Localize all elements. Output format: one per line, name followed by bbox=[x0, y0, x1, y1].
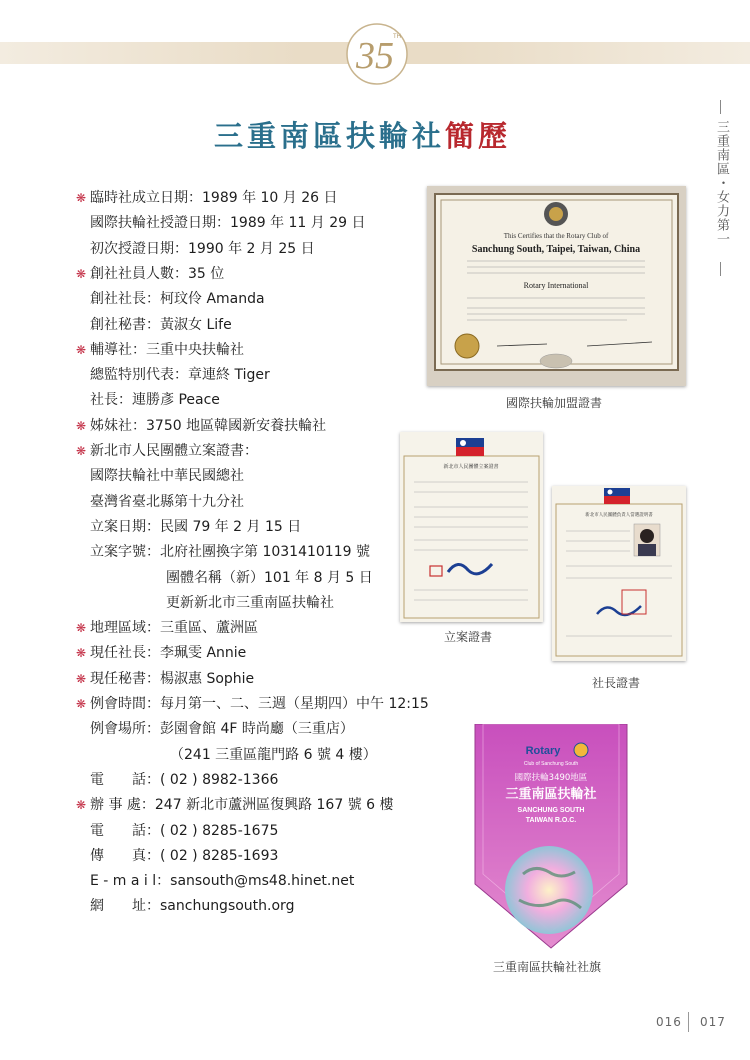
rotary-certificate-caption: 國際扶輪加盟證書 bbox=[506, 396, 603, 410]
info-row bbox=[74, 692, 474, 717]
flower-bullet-icon: ❋ bbox=[75, 671, 87, 686]
info-row bbox=[74, 768, 474, 793]
info-row-text: 現任社長：李珮雯 Annie bbox=[90, 645, 247, 662]
registration-certificate-caption: 立案證書 bbox=[444, 630, 493, 644]
page-number-left: 016 bbox=[656, 1015, 682, 1029]
info-row-text: 姊妹社：3750 地區韓國新安養扶輪社 bbox=[90, 417, 327, 434]
info-row-text: 傳 真：( 02 ) 8285-1693 bbox=[90, 847, 279, 864]
info-row bbox=[74, 211, 474, 236]
flower-bullet-icon: ❋ bbox=[75, 342, 87, 357]
president-certificate-photo bbox=[552, 486, 686, 661]
club-banner-flag bbox=[473, 724, 629, 950]
president-certificate bbox=[552, 486, 686, 661]
side-rule-top bbox=[720, 100, 721, 114]
info-row-text: 社長：連勝彥 Peace bbox=[90, 392, 220, 409]
flower-bullet-icon: ❋ bbox=[75, 444, 87, 458]
info-row-text: （241 三重區龍門路 6 號 4 樓） bbox=[170, 746, 377, 763]
registration-certificate bbox=[400, 432, 543, 622]
svg-text:三重南區扶輪社: 三重南區扶輪社 bbox=[505, 787, 597, 802]
info-row-text: 例會場所：彭園會館 4F 時尚廳（三重店） bbox=[90, 721, 354, 738]
info-row bbox=[74, 262, 474, 287]
svg-text:TH: TH bbox=[393, 34, 401, 40]
president-certificate-caption: 社長證書 bbox=[592, 676, 641, 690]
info-row-text: 地理區域：三重區、蘆洲區 bbox=[90, 620, 258, 637]
info-row bbox=[74, 667, 474, 692]
info-row bbox=[74, 894, 474, 919]
info-row-text: 更新新北市三重南區扶輪社 bbox=[166, 594, 334, 611]
flower-bullet-icon: ❋ bbox=[75, 191, 87, 205]
info-row bbox=[74, 717, 474, 742]
info-row bbox=[74, 186, 474, 211]
page-number-right: 017 bbox=[700, 1015, 726, 1029]
page-title-accent: 簡歷 bbox=[445, 119, 512, 153]
info-row-text: 電 話：( 02 ) 8982-1366 bbox=[90, 771, 279, 788]
info-row-text: 電 話：( 02 ) 8285-1675 bbox=[90, 822, 279, 839]
info-row-text: 新北市人民團體立案證書： bbox=[90, 443, 258, 459]
info-row-text: 團體名稱（新）101 年 8 月 5 日 bbox=[166, 569, 373, 586]
info-row-text: 創社社長：柯玟伶 Amanda bbox=[90, 291, 265, 308]
anniversary-logo bbox=[344, 18, 410, 88]
svg-text:This Certifies that the Rotary: This Certifies that the Rotary Club of bbox=[503, 232, 609, 240]
info-row-text: E - m a i l：sansouth@ms48.hinet.net bbox=[90, 873, 355, 890]
svg-text:Club of Sanchung South: Club of Sanchung South bbox=[523, 761, 579, 767]
info-row bbox=[74, 363, 474, 388]
info-row-text: 總監特別代表：章連終 Tiger bbox=[90, 367, 270, 384]
svg-text:新北市人民團體負責人當選證明書: 新北市人民團體負責人當選證明書 bbox=[585, 513, 653, 518]
info-row bbox=[74, 793, 474, 818]
info-row-text: 初次授證日期：1990 年 2 月 25 日 bbox=[90, 240, 315, 257]
info-row-text: 創社秘書：黃淑女 Life bbox=[90, 316, 232, 333]
svg-text:TAIWAN R.O.C.: TAIWAN R.O.C. bbox=[525, 817, 577, 824]
info-row-text: 國際扶輪社授證日期：1989 年 11 月 29 日 bbox=[90, 215, 366, 232]
flower-bullet-icon: ❋ bbox=[75, 621, 87, 636]
club-banner-caption: 三重南區扶輪社社旗 bbox=[493, 960, 602, 974]
rotary-certificate-photo bbox=[427, 186, 686, 386]
flower-bullet-icon: ❋ bbox=[75, 266, 87, 281]
info-row-text: 辦 事 處：247 新北市蘆洲區復興路 167 號 6 樓 bbox=[90, 797, 394, 814]
page-title-main: 三重南區扶輪社 bbox=[214, 119, 446, 153]
flower-bullet-icon: ❋ bbox=[75, 798, 87, 813]
info-row-text: 立案日期：民國 79 年 2 月 15 日 bbox=[90, 518, 302, 535]
info-row-text: 國際扶輪社中華民國總社 bbox=[90, 468, 244, 485]
info-row-text: 臨時社成立日期：1989 年 10 月 26 日 bbox=[90, 190, 338, 206]
info-row bbox=[74, 388, 474, 413]
page-number-separator bbox=[688, 1012, 689, 1032]
info-row-text: 臺灣省臺北縣第十九分社 bbox=[90, 493, 244, 510]
info-row bbox=[74, 338, 474, 363]
info-row-text: 例會時間：每月第一、二、三週（星期四）中午 12:15 bbox=[90, 696, 429, 712]
svg-text:國際扶輪3490地區: 國際扶輪3490地區 bbox=[514, 773, 588, 783]
info-row bbox=[74, 641, 474, 666]
svg-text:Rotary International: Rotary International bbox=[523, 281, 589, 290]
info-row-text: 創社社員人數：35 位 bbox=[90, 265, 225, 282]
info-row bbox=[74, 844, 474, 869]
info-row bbox=[74, 287, 474, 312]
flower-bullet-icon: ❋ bbox=[75, 697, 87, 711]
info-row bbox=[74, 819, 474, 844]
registration-certificate-photo bbox=[400, 432, 543, 622]
side-title: 三重南區・女力第一 bbox=[714, 120, 729, 246]
info-row-text: 立案字號：北府社團換字第 1031410119 號 bbox=[90, 544, 370, 561]
svg-text:SANCHUNG SOUTH: SANCHUNG SOUTH bbox=[517, 807, 585, 814]
info-row bbox=[74, 313, 474, 338]
info-row bbox=[74, 743, 474, 768]
info-row-text: 現任秘書：楊淑惠 Sophie bbox=[90, 670, 255, 687]
info-row-text: 輔導社：三重中央扶輪社 bbox=[90, 341, 244, 358]
flower-bullet-icon: ❋ bbox=[75, 646, 87, 661]
svg-text:新北市人民團體立案證書: 新北市人民團體立案證書 bbox=[443, 464, 499, 470]
svg-text:Sanchung South, Taipei, Taiwan: Sanchung South, Taipei, Taiwan, China bbox=[471, 244, 641, 255]
flower-bullet-icon: ❋ bbox=[75, 418, 87, 433]
info-row bbox=[74, 869, 474, 894]
club-banner bbox=[473, 724, 629, 950]
info-row-text: 網 址：sanchungsouth.org bbox=[90, 898, 295, 915]
svg-text:Rotary: Rotary bbox=[525, 745, 561, 757]
side-rule-bottom bbox=[720, 262, 721, 276]
svg-text:35: 35 bbox=[356, 35, 394, 77]
page-title bbox=[214, 114, 511, 155]
info-row bbox=[74, 237, 474, 262]
rotary-certificate bbox=[427, 186, 686, 386]
